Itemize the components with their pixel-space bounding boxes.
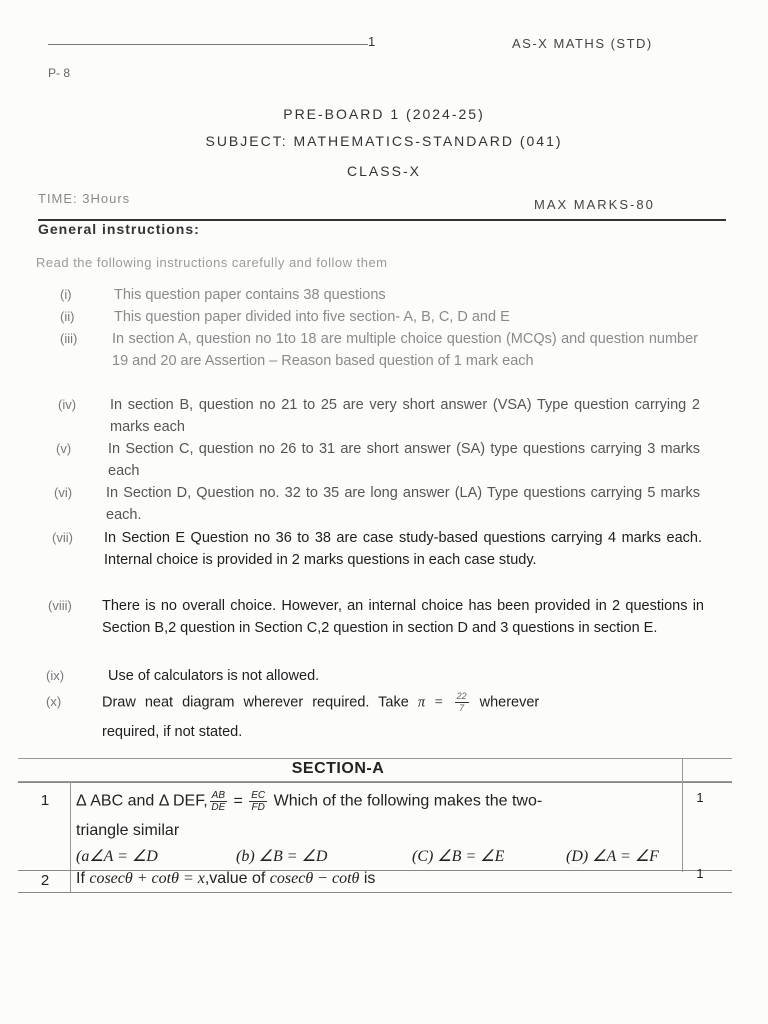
instruction-number: (vi): [54, 485, 73, 500]
ratio-numerator: EC: [251, 790, 266, 801]
table-rule: [18, 782, 732, 783]
instruction-number: (iv): [58, 397, 77, 412]
instruction-text: In Section E Question no 36 to 38 are case study-based questions carrying 4 marks each. Internal choice is provided in 2 marks questions in each case study.: [104, 530, 702, 568]
section-title: SECTION-A: [291, 760, 385, 777]
instruction-text: In section B, question no 21 to 25 are very short answer (VSA) Type question carrying 2 marks each: [110, 397, 700, 435]
instruction-number: (i): [60, 287, 72, 302]
exam-subject: SUBJECT: MATHEMATICS-STANDARD (041): [205, 133, 563, 149]
instruction-item: [60, 328, 700, 394]
paper-code: P- 8: [48, 66, 71, 80]
instruction-item: [48, 595, 708, 661]
instruction-item: [58, 394, 704, 438]
question-text: is: [363, 870, 376, 887]
instruction-text: This question paper contains 38 questions: [114, 287, 386, 303]
options-row: [76, 846, 676, 868]
instruction-item: [54, 482, 704, 526]
pi-fraction: [455, 691, 469, 714]
question-text-tail: Which of the following makes the two-: [273, 792, 543, 810]
instruction-item: [52, 527, 706, 593]
instruction-item: [46, 691, 716, 741]
max-marks: MAX MARKS-80: [534, 197, 655, 212]
question-number: 2: [40, 872, 50, 889]
question-marks: 1: [696, 866, 704, 881]
option-d: (D) ∠A = ∠F: [566, 848, 659, 865]
instruction-item: [60, 284, 700, 306]
instruction-item: [46, 665, 706, 687]
question-marks: 1: [696, 790, 704, 805]
pi-symbol: π =: [417, 694, 444, 711]
instruction-number: (viii): [48, 598, 72, 613]
instruction-number: (v): [56, 441, 72, 456]
ratio-ec-fd: [249, 790, 267, 813]
instruction-number: (ii): [60, 309, 75, 324]
instruction-item: [56, 438, 704, 482]
instruction-number: (ix): [46, 668, 65, 683]
question-stem: [76, 870, 676, 888]
section-header: [18, 758, 732, 782]
option-a: (a∠A = ∠D: [76, 848, 158, 865]
question-text: If: [76, 870, 85, 887]
instruction-text: In Section D, Question no. 32 to 35 are long answer (LA) Type questions carrying 5 marks each.: [106, 485, 700, 523]
instructions-intro: Read the following instructions carefully and follow them: [36, 255, 388, 270]
ratio-denominator: DE: [211, 802, 226, 813]
series-code: AS-X MATHS (STD): [512, 36, 653, 51]
exam-title: PRE-BOARD 1 (2024-25): [283, 106, 485, 122]
option-c: (C) ∠B = ∠E: [412, 848, 505, 865]
equals-sign: =: [233, 792, 243, 810]
question-text: Δ ABC and Δ DEF,: [76, 792, 208, 810]
instruction-text: Use of calculators is not allowed.: [108, 668, 320, 684]
ratio-numerator: AB: [211, 790, 225, 801]
instructions-heading: General instructions:: [38, 221, 200, 237]
instruction-number: (x): [46, 694, 62, 709]
ratio-denominator: FD: [251, 802, 265, 813]
pi-denominator: 7: [459, 703, 465, 713]
question-stem: [76, 790, 676, 813]
page-number: 1: [368, 34, 376, 49]
instruction-item: [60, 306, 700, 328]
instruction-text: In Section C, question no 26 to 31 are short answer (SA) type questions carrying 3 marks each: [108, 441, 700, 479]
pi-numerator: 22: [456, 691, 467, 701]
instruction-text: This question paper divided into five section- A, B, C, D and E: [114, 309, 510, 325]
exam-class: CLASS-X: [347, 163, 421, 179]
question-row: [18, 790, 732, 870]
ratio-ab-de: [210, 790, 227, 813]
instruction-text: Draw neat diagram wherever required. Take: [102, 694, 409, 711]
instruction-text-end: wherever: [479, 694, 540, 711]
exam-time: TIME: 3Hours: [38, 191, 131, 206]
question-text: ,value of: [204, 870, 266, 887]
question-row: [18, 866, 732, 892]
instruction-text: There is no overall choice. However, an internal choice has been provided in 2 questions in Section B,2 question in Section C,2 question in section D and 3 questions in section E.: [102, 598, 704, 636]
instruction-number: (vii): [52, 530, 73, 545]
table-rule: [18, 892, 732, 893]
instruction-text: In section A, question no 1to 18 are multiple choice question (MCQs) and question number 19 and 20 are Assertion – Reason based question of 1 mark each: [112, 331, 698, 369]
header-rule: [48, 44, 368, 45]
question-number: 1: [40, 792, 50, 809]
instruction-text-line2: required, if not stated.: [102, 724, 243, 740]
option-b: (b) ∠B = ∠D: [236, 848, 328, 865]
section-divider: [682, 759, 683, 781]
math-expression: cosecθ − cotθ: [269, 870, 360, 887]
math-expression: cosecθ + cotθ = x: [89, 870, 205, 887]
instruction-number: (iii): [60, 331, 78, 346]
question-text-line2: triangle similar: [76, 822, 180, 839]
